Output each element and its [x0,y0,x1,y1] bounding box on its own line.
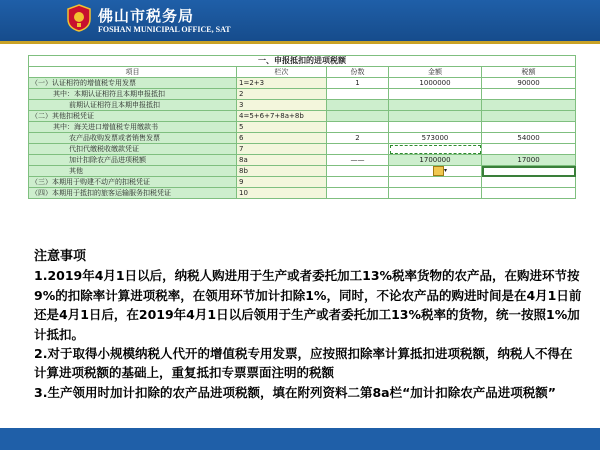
row-line[interactable]: 4=5+6+7+8a+8b [237,111,327,122]
table-row [29,133,576,144]
header-line: 栏次 [237,67,327,78]
row-count[interactable] [327,177,389,188]
row-item[interactable]: 其他 [29,166,237,177]
row-amount-paste-cell[interactable] [389,166,482,177]
row-line[interactable]: 8a [237,155,327,166]
table-row [29,89,576,100]
table-row [29,177,576,188]
row-item[interactable]: 农产品收购发票或者销售发票 [29,133,237,144]
notes-heading: 注意事项 [34,249,87,264]
table-row [29,100,576,111]
row-item[interactable]: （一）认证相符的增值税专用发票 [29,78,237,89]
row-amount[interactable] [389,144,482,155]
tax-emblem-icon [66,4,92,32]
table-row [29,188,576,199]
row-item[interactable]: 加计扣除农产品进项税额 [29,155,237,166]
row-tax[interactable]: 54000 [482,133,576,144]
note-item-3: 3.生产领用时加计扣除的农产品进项税额，填在附列资料二第8a栏“加计扣除农产品进项税额” [34,384,557,400]
dropdown-caret-icon[interactable]: ▾ [443,167,447,174]
row-amount[interactable] [389,188,482,199]
row-count[interactable]: —— [327,155,389,166]
header-banner [0,0,600,44]
deduction-table [28,55,576,199]
spreadsheet-area [28,55,575,199]
row-count[interactable]: 2 [327,133,389,144]
row-amount[interactable]: 1000000 [389,78,482,89]
row-tax[interactable] [482,100,576,111]
row-amount[interactable] [389,122,482,133]
row-line[interactable]: 2 [237,89,327,100]
row-tax[interactable] [482,144,576,155]
row-count[interactable] [327,111,389,122]
paste-options-icon[interactable] [433,166,444,176]
table-row [29,122,576,133]
row-item[interactable]: 其中：海关进口增值税专用缴款书 [29,122,237,133]
header-amount: 金额 [389,67,482,78]
row-line[interactable]: 8b [237,166,327,177]
row-item[interactable]: 代扣代缴税收缴款凭证 [29,144,237,155]
table-title: 一、申报抵扣的进项税额 [29,56,576,67]
row-line[interactable]: 9 [237,177,327,188]
row-line[interactable]: 10 [237,188,327,199]
header-tax: 税额 [482,67,576,78]
row-amount[interactable] [389,100,482,111]
row-tax[interactable] [482,188,576,199]
row-amount[interactable]: 573000 [389,133,482,144]
notes-section [34,247,582,402]
row-amount[interactable] [389,89,482,100]
table-row [29,78,576,89]
table-row [29,144,576,155]
row-count[interactable] [327,188,389,199]
row-tax[interactable] [482,122,576,133]
table-row [29,111,576,122]
row-tax[interactable]: 17000 [482,155,576,166]
row-item[interactable]: 其中：本期认证相符且本期申报抵扣 [29,89,237,100]
row-count[interactable] [327,166,389,177]
row-line[interactable]: 5 [237,122,327,133]
row-tax[interactable]: 90000 [482,78,576,89]
row-count[interactable]: 1 [327,78,389,89]
row-tax[interactable] [482,166,576,177]
header-item: 项目 [29,67,237,78]
row-item[interactable]: （二）其他扣税凭证 [29,111,237,122]
table-header-row [29,67,576,78]
row-line[interactable]: 7 [237,144,327,155]
row-item[interactable]: （四）本期用于抵扣的旅客运输服务扣税凭证 [29,188,237,199]
row-count[interactable] [327,144,389,155]
table-row [29,155,576,166]
row-tax[interactable] [482,89,576,100]
row-count[interactable] [327,89,389,100]
row-tax[interactable] [482,177,576,188]
note-item-1: 1.2019年4月1日以后，纳税人购进用于生产或者委托加工13%税率货物的农产品，在购进环节按9%的扣除率计算进项税率，在领用环节加计扣除1%，同时，不论农产品的购进时间是在4月1日前还是4月1日后，在2019年4月1日以后领用于生产或者委托加工13%税率的货物，统一按照1%加计抵扣。 [34,268,582,342]
org-name-en: FOSHAN MUNICIPAL OFFICE, SAT [98,25,231,34]
row-count[interactable] [327,122,389,133]
row-amount[interactable]: 1700000 [389,155,482,166]
row-amount[interactable] [389,111,482,122]
note-item-2: 2.对于取得小规模纳税人代开的增值税专用发票，应按照扣除率计算抵扣进项税额，纳税人不得在计算进项税额的基础上，重复抵扣专票票面注明的税额 [34,346,573,381]
org-name: 佛山市税务局 [98,7,195,25]
header-count: 份数 [327,67,389,78]
row-line[interactable]: 6 [237,133,327,144]
row-item[interactable]: 前期认证相符且本期申报抵扣 [29,100,237,111]
footer-bar [0,428,600,450]
row-count[interactable] [327,100,389,111]
row-amount[interactable] [389,177,482,188]
row-tax[interactable] [482,111,576,122]
row-line[interactable]: 3 [237,100,327,111]
row-line[interactable]: 1=2+3 [237,78,327,89]
table-row [29,166,576,177]
row-item[interactable]: （三）本期用于购建不动产的扣税凭证 [29,177,237,188]
